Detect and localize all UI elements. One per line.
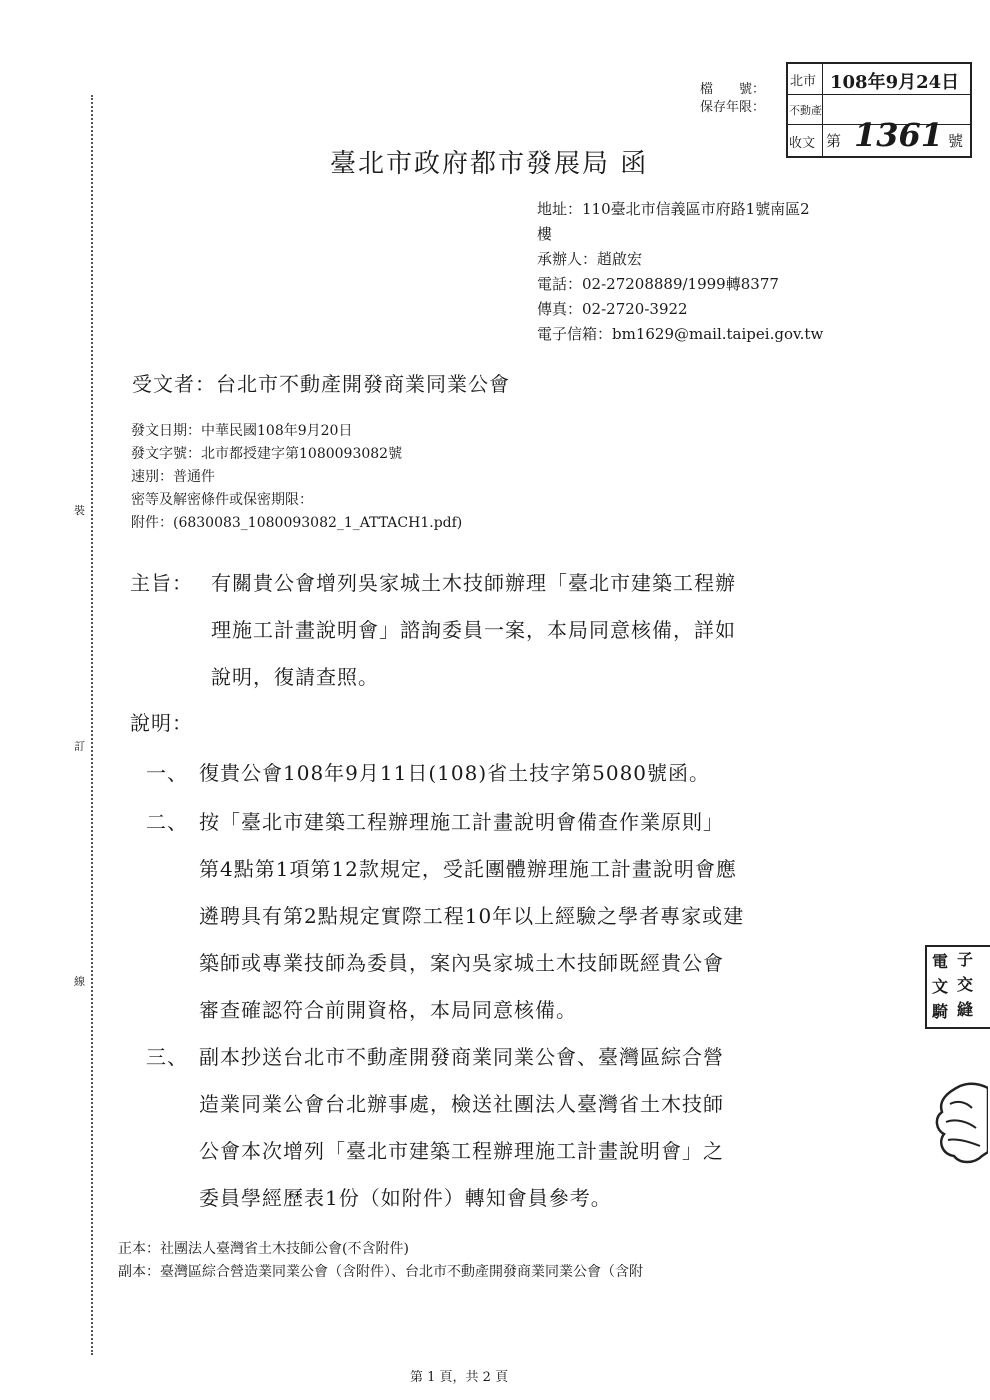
- stamp-number-prefix: 第: [826, 132, 842, 150]
- speed-class: 速別：普通件: [131, 469, 215, 485]
- explanation-label: 說明：: [130, 711, 193, 735]
- margin-mark-line: 線: [74, 975, 85, 988]
- document-meta: [131, 420, 462, 535]
- explanation-line: 築師或專業技師為委員，案內吳家城土木技師既經貴公會: [199, 951, 724, 975]
- margin-mark-bind: 裝: [74, 504, 85, 517]
- explanation-line: 造業同業公會台北辦事處，檢送社團法人臺灣省土木技師: [199, 1092, 724, 1116]
- binding-margin-line: [91, 95, 93, 1355]
- page-number: 第 1 頁，共 2 頁: [410, 1370, 509, 1385]
- contact-fax: 傳真：02-2720-3922: [537, 300, 688, 318]
- explanation-line: 公會本次增列「臺北市建築工程辦理施工計畫說明會」之: [199, 1139, 724, 1163]
- retention-label: 保存年限：: [700, 100, 766, 115]
- document-number: 發文字號：北市都授建字第1080093082號: [131, 446, 403, 462]
- stamp-date: 108年9月24日: [830, 72, 960, 93]
- contact-block: [537, 197, 823, 347]
- explanation-line: 遴聘具有第2點規定實際工程10年以上經驗之學者專家或建: [199, 904, 745, 928]
- document-title: 臺北市政府都市發展局 函: [330, 149, 649, 179]
- explanation-line: 委員學經歷表1份（如附件）轉知會員參考。: [199, 1186, 612, 1210]
- explanation-line: 副本抄送台北市不動產開發商業同業公會、臺灣區綜合營: [199, 1045, 724, 1069]
- explanation-line: 復貴公會108年9月11日(108)省土技字第5080號函。: [199, 761, 711, 785]
- explanation-item-3: [199, 1034, 724, 1222]
- archive-no-label: 檔 號：: [700, 82, 766, 97]
- subject-line: 理施工計畫說明會」諮詢委員一案，本局同意核備，詳如: [211, 618, 736, 642]
- main-copy: 正本：社團法人臺灣省土木技師公會(不含附件): [118, 1241, 409, 1257]
- subject-line: 說明，復請查照。: [211, 665, 379, 689]
- e-document-stamp: 電 子 文 交 騎 縫: [925, 945, 990, 1029]
- explanation-item-num: 三、: [146, 1045, 188, 1069]
- seal-mark: [930, 1082, 988, 1168]
- stamp-agency: 北市: [790, 74, 817, 89]
- stamp-received-label: 收文: [789, 136, 816, 151]
- explanation-item-num: 一、: [146, 761, 188, 785]
- margin-mark-staple: 訂: [74, 740, 85, 753]
- contact-handler: 承辦人：趙啟宏: [537, 250, 643, 268]
- explanation-line: 按「臺北市建築工程辦理施工計畫說明會備查作業原則」: [199, 810, 724, 834]
- received-stamp: [786, 62, 972, 158]
- issue-date: 發文日期：中華民國108年9月20日: [131, 423, 353, 439]
- contact-phone: 電話：02-27208889/1999轉8377: [537, 275, 779, 293]
- carbon-copy: 副本：臺灣區綜合營造業同業公會（含附件）、台北市不動產開發商業同業公會（含附: [118, 1264, 643, 1280]
- contact-address-line2: 樓: [537, 225, 553, 243]
- subject-line: 有關貴公會增列吳家城土木技師辦理「臺北市建築工程辦: [211, 571, 736, 595]
- explanation-item-2: [199, 799, 744, 1034]
- explanation-line: 第4點第1項第12款規定，受託團體辦理施工計畫說明會應: [199, 857, 737, 881]
- recipient: 受文者：台北市不動產開發商業同業公會: [132, 372, 510, 396]
- attachment-link: 附件：(6830083_1080093082_1_ATTACH1.pdf): [131, 515, 463, 531]
- stamp-number-suffix: 號: [948, 132, 964, 150]
- secrecy-level: 密等及解密條件或保密期限：: [131, 492, 313, 508]
- contact-email: 電子信箱：bm1629@mail.taipei.gov.tw: [537, 325, 824, 343]
- stamp-row2-label: 不動產: [789, 104, 822, 117]
- subject-label: 主旨：: [130, 571, 193, 595]
- contact-address-line1: 地址：110臺北市信義區市府路1號南區2: [537, 200, 810, 218]
- explanation-line: 審查確認符合前開資格，本局同意核備。: [199, 998, 577, 1022]
- copies-block: [118, 1238, 643, 1284]
- stamp-number: 1361: [854, 116, 944, 154]
- explanation-item-1: [199, 750, 710, 797]
- subject-body: [211, 560, 736, 701]
- explanation-item-num: 二、: [146, 810, 188, 834]
